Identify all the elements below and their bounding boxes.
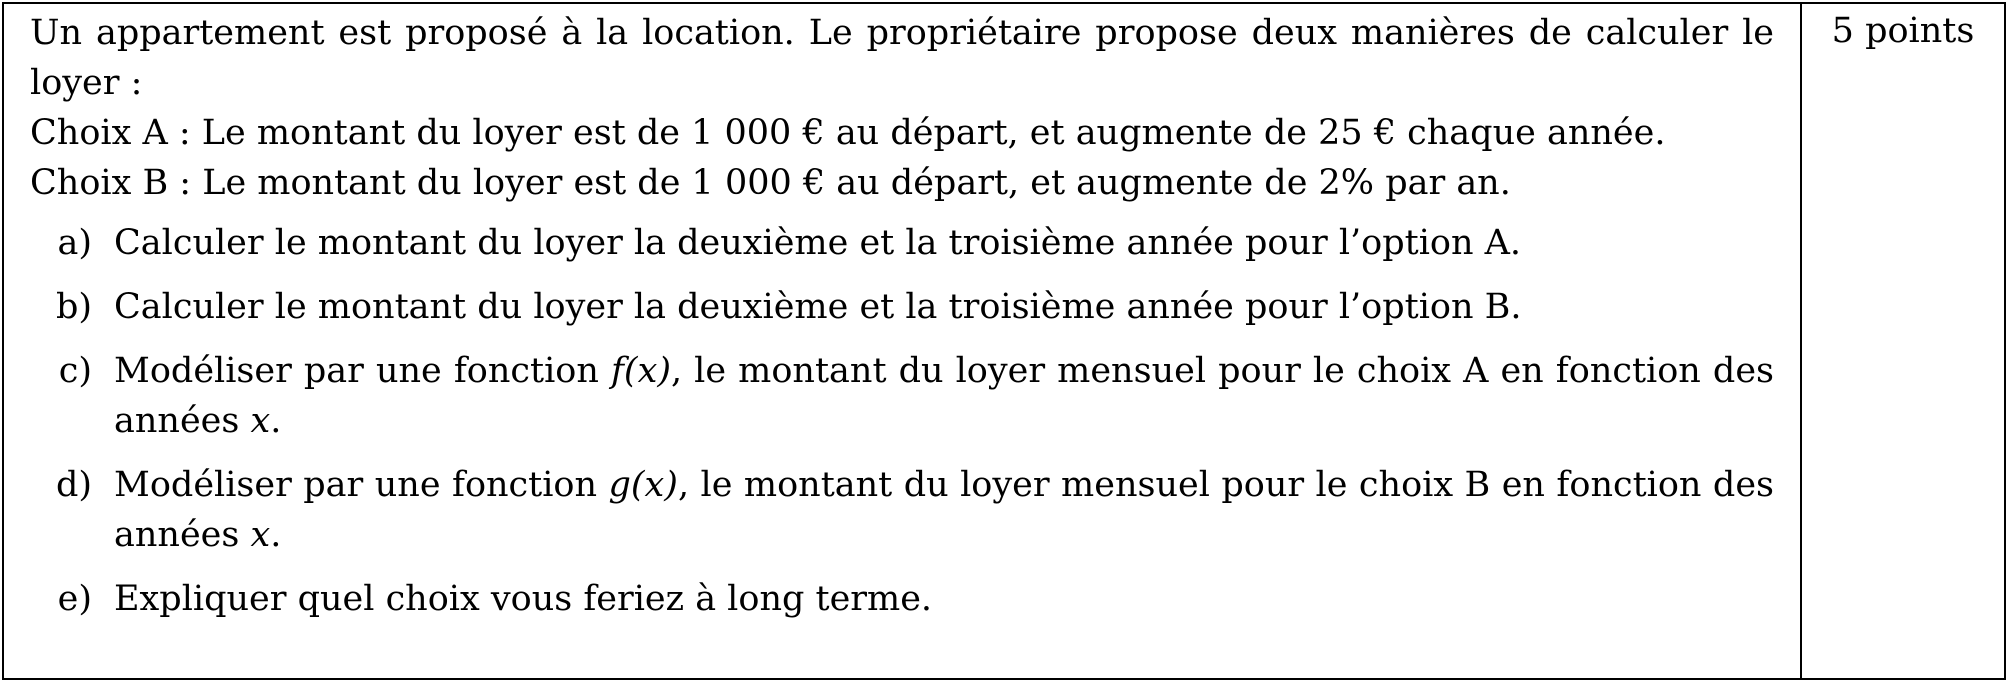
question-text: Expliquer quel choix vous feriez à long terme. (114, 579, 933, 619)
question-e (30, 574, 1774, 624)
question-text (114, 460, 1774, 560)
question-a (30, 218, 1774, 268)
question-text: Calculer le montant du loyer la deuxième et la troisième année pour l’option B. (114, 287, 1522, 327)
question-list (30, 218, 1774, 624)
intro-text: Un appartement est proposé à la location. Le propriétaire propose deux manières de calculer le loyer : (30, 13, 1774, 103)
question-marker: e) (57, 579, 92, 619)
choice-b-text: Choix B : Le montant du loyer est de 1 000 € au départ, et augmente de 2% par an. (30, 163, 1511, 203)
question-marker: d) (55, 465, 92, 505)
question-d (30, 460, 1774, 560)
question-marker: c) (58, 351, 92, 391)
exercise-box (2, 2, 2006, 680)
question-text-middle: , le montant du loyer mensuel pour le choix A en fonction des années (114, 351, 1774, 441)
exercise-statement (4, 4, 1802, 678)
math-variable-x: x (250, 515, 271, 555)
math-variable-x: x (250, 401, 271, 441)
math-function-g: g(x) (608, 465, 678, 505)
question-text-after: . (270, 515, 282, 555)
points-label: 5 points (1831, 11, 1975, 51)
question-marker: a) (57, 223, 92, 263)
question-text-middle: , le montant du loyer mensuel pour le choix B en fonction des années (114, 465, 1774, 555)
question-text-before: Modéliser par une fonction (114, 465, 609, 505)
math-function-f: f(x) (610, 351, 671, 391)
points-cell (1802, 4, 2004, 678)
question-marker: b) (55, 287, 92, 327)
question-text (114, 346, 1774, 446)
question-text-before: Modéliser par une fonction (114, 351, 611, 391)
question-text: Calculer le montant du loyer la deuxième et la troisième année pour l’option A. (114, 223, 1522, 263)
question-c (30, 346, 1774, 446)
question-b (30, 282, 1774, 332)
choice-a-text: Choix A : Le montant du loyer est de 1 000 € au départ, et augmente de 25 € chaque année. (30, 113, 1666, 153)
question-text-after: . (270, 401, 282, 441)
